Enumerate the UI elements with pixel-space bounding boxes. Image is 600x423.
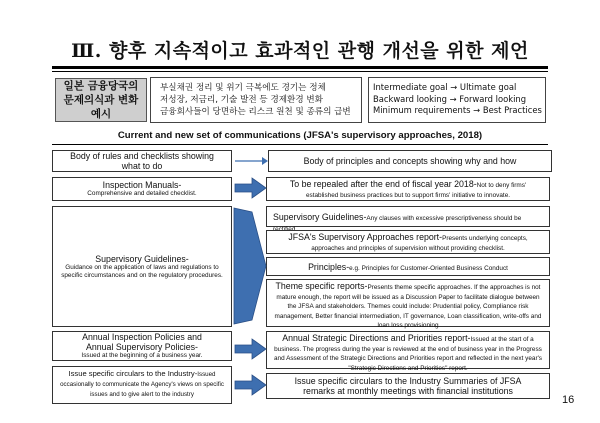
page-number: 16: [562, 394, 575, 406]
header-connector-head: [262, 157, 268, 165]
annual-policies-title-1: Annual Inspection Policies and: [82, 332, 202, 343]
rules-header-text: Body of rules and checklists showing what to do: [70, 151, 214, 171]
issue-circulars-desc: Issued occasionally to communicate the Agency's views on specific issues and to give alert to the industry: [60, 371, 224, 398]
section-subtitle: Current and new set of communications (JFSA's supervisory approaches, 2018): [117, 130, 483, 141]
example-korean-line: 저성장, 저금리, 기술 발전 등 경제환경 변화: [160, 95, 323, 105]
summaries-box: [266, 373, 550, 399]
rb-supervisory-guidelines-desc: Any clauses with excessive prescriptiveness should be rectified.: [273, 215, 522, 233]
theme-reports-desc: Presents theme specific approaches. If the approaches is not mature enough, the report will be issued as a Discussion Paper to facilitate dialogue between the JFSA and stakeholders. Themes could include: Prudential policy, Compliance risk management, Better financial intermediation, IT governance, Loan classification, write-offs and loan loss provisioning: [274, 284, 542, 330]
repeal-desc: Not to deny firms' established business practices but to support firms' initiative to innovate.: [305, 182, 527, 199]
circulars-arrow-icon: [235, 375, 266, 395]
example-korean-line: 금융회사들이 당면하는 리스크 원천 및 종류의 급변: [160, 107, 351, 117]
example-english-line: Minimum requirements → Best Practices: [373, 105, 542, 115]
rb-supervisory-guidelines-title: Supervisory Guidelines-: [273, 212, 367, 222]
page-title: Ⅲ. 향후 지속적이고 효과적인 관행 개선을 위한 제언: [71, 40, 529, 62]
annual-strategic-title: Annual Strategic Directions and Priorities report-: [282, 333, 471, 343]
example-label-line: 문제의식과 변화: [63, 94, 139, 106]
example-korean-box: [150, 77, 362, 123]
rb-supervisory-guidelines-box: [266, 206, 550, 233]
jfsa-report-box: [266, 230, 550, 254]
summaries-text: Issue specific circulars to the Industry Summaries of JFSA remarks at monthly meetings with financial institutions: [294, 376, 522, 396]
issue-circulars-box: [52, 366, 232, 404]
supervisory-guidelines-desc: Guidance on the application of laws and regulations to specific circumstances and on the regulatory procedures.: [61, 263, 223, 279]
jfsa-report-desc: Presents underlying concepts, approaches and principles of supervision without providing checklist.: [311, 235, 528, 252]
theme-reports-box: [266, 279, 550, 330]
example-english-box: [368, 77, 546, 123]
principles-desc: e.g. Principles for Customer-Oriented Business Conduct: [349, 265, 508, 272]
principles-box: [266, 257, 550, 276]
example-english-line: Intermediate goal → Ultimate goal: [373, 82, 517, 92]
inspection-manuals-box: [52, 177, 232, 201]
example-label: [55, 78, 147, 122]
annual-strategic-box: [266, 331, 550, 372]
title-rule-thick: [52, 66, 548, 69]
annual-policies-box: [52, 331, 232, 361]
issue-circulars-title: Issue specific circulars to the Industry-: [68, 369, 198, 378]
guidelines-fan-arrow-icon: [234, 208, 266, 324]
example-korean-line: 부실채권 정리 및 위기 극복에도 경기는 정체: [160, 83, 326, 93]
supervisory-guidelines-title: Supervisory Guidelines-: [95, 253, 189, 264]
annual-strategic-desc: Issued at the start of a business. The progress during the year is reviewed at the end of business year in the Progress and Assessment of the Strategic Directions and Priorities report and reflected in the next year's "Strategic Directions and Priorities" report.: [274, 336, 542, 372]
repeal-title: To be repealed after the end of fiscal year 2018-: [289, 179, 477, 189]
subtitle-rule: [52, 144, 548, 145]
inspection-manuals-desc: Comprehensive and detailed checklist.: [87, 190, 197, 198]
repeal-box: [266, 177, 550, 201]
rules-header-box: [52, 150, 232, 172]
inspection-arrow-icon: [235, 178, 266, 198]
principles-header-text: Body of principles and concepts showing why and how: [303, 156, 517, 166]
annual-arrow-icon: [235, 339, 266, 359]
title-rule-thin: [52, 71, 548, 72]
arrows-layer: [232, 150, 270, 406]
example-english-line: Backward looking → Forward looking: [373, 93, 527, 104]
annual-policies-title-2: Annual Supervisory Policies-: [86, 342, 198, 353]
example-label-line: 예시: [90, 108, 112, 120]
principles-header-box: [268, 150, 552, 172]
principles-title: Principles-: [308, 262, 350, 272]
theme-reports-title: Theme specific reports-: [275, 281, 368, 291]
example-label-line: 일본 금융당국의: [63, 80, 139, 92]
inspection-manuals-title: Inspection Manuals-: [102, 180, 182, 191]
jfsa-report-title: JFSA's Supervisory Approaches report-: [288, 232, 443, 242]
supervisory-guidelines-box: [52, 206, 232, 327]
annual-policies-desc: Issued at the beginning of a business year.: [81, 352, 203, 360]
